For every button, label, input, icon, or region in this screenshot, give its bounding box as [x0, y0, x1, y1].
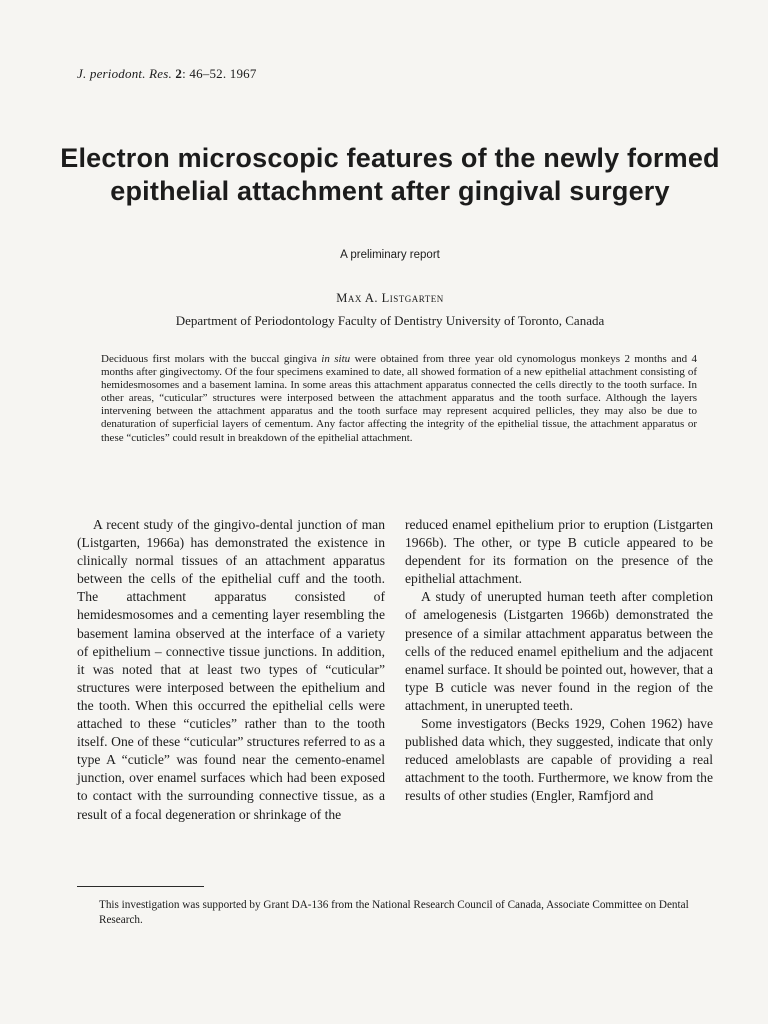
- abstract-text-rest: were obtained from three year old cynomologus monkeys 2 months and 4 months after gingivectomy. Of the four specimens examined to date, all showed formation of a new epithelial attachment consisting of hemidesmosomes and a basement lamina. In some areas this attachment apparatus connected the cells directly to the tooth surface. In other areas, “cuticular” structures were interposed between the attachment apparatus and the tooth surface. Although the layers intervening between the attachment apparatus and the tooth surface may represent acquired pellicles, they may also be due to denaturation of superficial layers of cementum. Any factor affecting the integrity of the epithelial tissue, the attachment apparatus or these “cuticles” could result in breakdown of the epithelial attachment.: [101, 353, 697, 444]
- funding-footnote: This investigation was supported by Grant DA-136 from the National Research Council of Canada, Associate Committee on Dental Research.: [99, 899, 689, 926]
- body-paragraph: reduced enamel epithelium prior to eruption (Listgarten 1966b). The other, or type B cuticle appeared to be dependent for its formation on the presence of the epithelial attachment.: [405, 517, 713, 587]
- body-column-right: [405, 516, 713, 806]
- body-paragraph: Some investigators (Becks 1929, Cohen 1962) have published data which, they suggested, indicate that only reduced ameloblasts are capable of providing a real attachment to the tooth. Furthermore, we know from the results of other studies (Engler, Ramfjord and: [405, 716, 713, 804]
- journal-pages: : 46–52. 1967: [182, 66, 257, 81]
- article-subtitle: A preliminary report: [340, 249, 440, 261]
- body-column-left: [77, 516, 385, 824]
- journal-name: J. periodont. Res.: [77, 66, 172, 81]
- journal-citation: [77, 66, 257, 82]
- abstract: [101, 353, 697, 445]
- author-affiliation: Department of Periodontology Faculty of Dentistry University of Toronto, Canada: [175, 313, 605, 328]
- abstract-text-start: Deciduous first molars with the buccal gingiva: [101, 353, 322, 365]
- body-paragraph: A recent study of the gingivo-dental junction of man (Listgarten, 1966a) has demonstrated the existence in clinically normal tissues of an attachment apparatus between the cells of the epithelial cuff and the tooth. The attachment apparatus consisted of hemidesmosomes and a cementing layer resembling the basement lamina observed at the interface of a variety of epithelium – connective tissue junctions. In addition, it was noted that at least two types of “cuticular” structures were interposed between the epithelium and the tooth. When this occurred the epithelial cells were attached to these “cuticles” rather than to the tooth itself. One of these “cuticular” structures referred to as a type A “cuticle” was found near the cemento-enamel junction, over enamel surfaces which had been exposed to contact with the surrounding connective tissue, as a result of a focal degeneration or shrinkage of the: [77, 517, 385, 822]
- journal-volume: 2: [175, 66, 183, 81]
- abstract-italic-term: in situ: [321, 353, 351, 365]
- author-name: Max A. Listgarten: [336, 291, 444, 305]
- body-paragraph: A study of unerupted human teeth after completion of amelogenesis (Listgarten 1966b) demonstrated the presence of a similar attachment apparatus between the cells of the reduced enamel epithelium and the adjacent enamel surface. It should be pointed out, however, that a type B cuticle was never found in the region of the attachment, in unerupted teeth.: [405, 589, 713, 713]
- footnote-divider: [77, 886, 204, 887]
- article-title: Electron microscopic features of the newly formed epithelial attachment after gingival surgery: [60, 143, 720, 206]
